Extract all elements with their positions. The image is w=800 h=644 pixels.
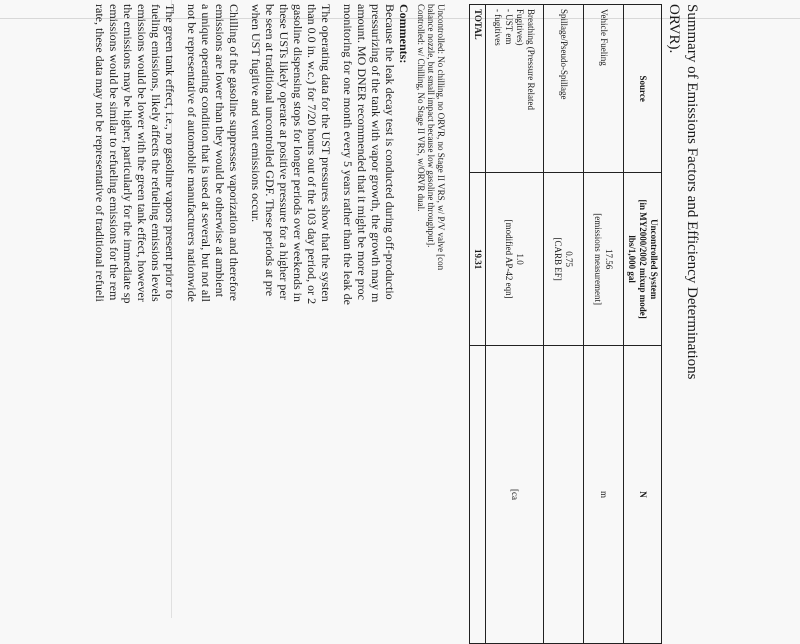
emissions-table bbox=[469, 4, 662, 644]
cell-line: Breathing (Pressure Related bbox=[526, 9, 537, 110]
header-third: N bbox=[624, 345, 662, 643]
paragraph bbox=[341, 4, 397, 564]
cell-third bbox=[544, 345, 584, 643]
note-line: Controlled: w/ Chilling, No Stage II VRS, w/ORVR dual. bbox=[416, 4, 426, 212]
header-source: Source bbox=[624, 5, 662, 173]
cell-line: - UST em bbox=[504, 9, 515, 45]
text-line: fueling emissions, likely affects the refueling emissions levels bbox=[149, 4, 163, 302]
header-uncontrolled bbox=[624, 173, 662, 346]
header-uncontrolled-line: Uncontrolled System bbox=[649, 219, 659, 300]
cell-line: 0.75 bbox=[564, 251, 575, 268]
cell-line: 17.56 bbox=[604, 249, 615, 270]
comments-heading: Comments: bbox=[397, 4, 411, 64]
table-notes bbox=[416, 4, 446, 564]
cell-uncontrolled bbox=[544, 173, 584, 346]
text-line: Because the leak decay test is conducted during off-productio bbox=[383, 4, 397, 300]
cell-third bbox=[470, 345, 486, 643]
cell-line: [emissions measurement] bbox=[593, 213, 604, 306]
paragraph bbox=[249, 4, 333, 564]
table-row bbox=[544, 5, 584, 644]
table-row bbox=[584, 5, 624, 644]
cell-third: m bbox=[584, 345, 624, 643]
cell-third: [ca bbox=[486, 345, 544, 643]
table-header-row bbox=[624, 5, 662, 644]
paragraph bbox=[185, 4, 241, 564]
header-uncontrolled-line: lbs/1,000 gal bbox=[627, 235, 637, 283]
text-line: amount. MO DNER recommended that it might be more proc bbox=[355, 4, 369, 300]
text-line: when UST fugitive and vent emissions occur. bbox=[249, 4, 263, 223]
text-line: gasoline dispensing stops for longer periods over weekends in bbox=[291, 4, 305, 302]
header-uncontrolled-line: [in MY2000/2002 mixup mode] bbox=[638, 199, 648, 319]
cell-source bbox=[486, 5, 544, 173]
cell-source: Spillage/Pseudo-Spillage bbox=[544, 5, 584, 173]
note-line: Uncontrolled: No chilling, no ORVR, no Stage II VRS, w/ P/V valve [con bbox=[436, 4, 446, 271]
title-line-2: ORVR). bbox=[666, 4, 682, 54]
cell-line: Fugitives) bbox=[515, 9, 526, 46]
cell-line: [CARB EF] bbox=[553, 237, 564, 281]
text-line: not be representative of automobile manufacturers nationwide bbox=[185, 4, 199, 302]
cell-line: - fugitives bbox=[493, 9, 504, 46]
cell-uncontrolled bbox=[486, 173, 544, 346]
text-line: The operating data for the UST pressures show that the systen bbox=[319, 4, 333, 302]
text-line: The green tank effect, i.e., no gasoline vapors present prior to bbox=[163, 4, 177, 300]
text-line: emissions would be similar to refueling emissions for the rem bbox=[107, 4, 121, 301]
cell-line: [modified AP-42 eqn] bbox=[504, 219, 515, 299]
title-line-1: Summary of Emissions Factors and Efficiency Determinations bbox=[684, 4, 700, 380]
text-line: rate, these data may not be representative of traditional refueli bbox=[93, 4, 107, 302]
note-line: balance nozzle, but small impact because low gasoline throughput]. bbox=[426, 4, 436, 248]
cell-line: 1.0 bbox=[515, 253, 526, 265]
cell-uncontrolled bbox=[584, 173, 624, 346]
cell-source: Vehicle Fueling bbox=[584, 5, 624, 173]
text-line: a unique operating condition that is used at several, but not all bbox=[199, 4, 213, 302]
cell-uncontrolled: 19.31 bbox=[470, 173, 486, 346]
cell-source: TOTAL bbox=[470, 5, 486, 173]
table-row bbox=[486, 5, 544, 644]
text-line: the emissions may be higher, particularly for the immediate sp bbox=[121, 4, 135, 304]
table-row-total bbox=[470, 5, 486, 644]
text-line: Chilling of the gasoline suppresses vaporization and therefore bbox=[227, 4, 241, 301]
text-line: than 0.0 in. w.c.) for 7/20 hours out of the 103 day period, or 2 bbox=[305, 4, 319, 305]
paragraph bbox=[93, 4, 177, 564]
text-line: emissions are lower than they would be otherwise at ambient bbox=[213, 4, 227, 297]
text-line: pressurizing of the tank with vapor growth, the growth may m bbox=[369, 4, 383, 303]
text-line: these USTs likely operate at positive pressure for a higher per bbox=[277, 4, 291, 300]
text-line: be seen at traditional uncontrolled GDF. These periods at pre bbox=[263, 4, 277, 297]
text-line: monitoring for one month every 5 years rather than the leak de bbox=[341, 4, 355, 305]
text-line: emissions would be lower with the green tank effect, however bbox=[135, 4, 149, 302]
comments-section bbox=[85, 4, 411, 564]
page-content bbox=[664, 4, 700, 564]
